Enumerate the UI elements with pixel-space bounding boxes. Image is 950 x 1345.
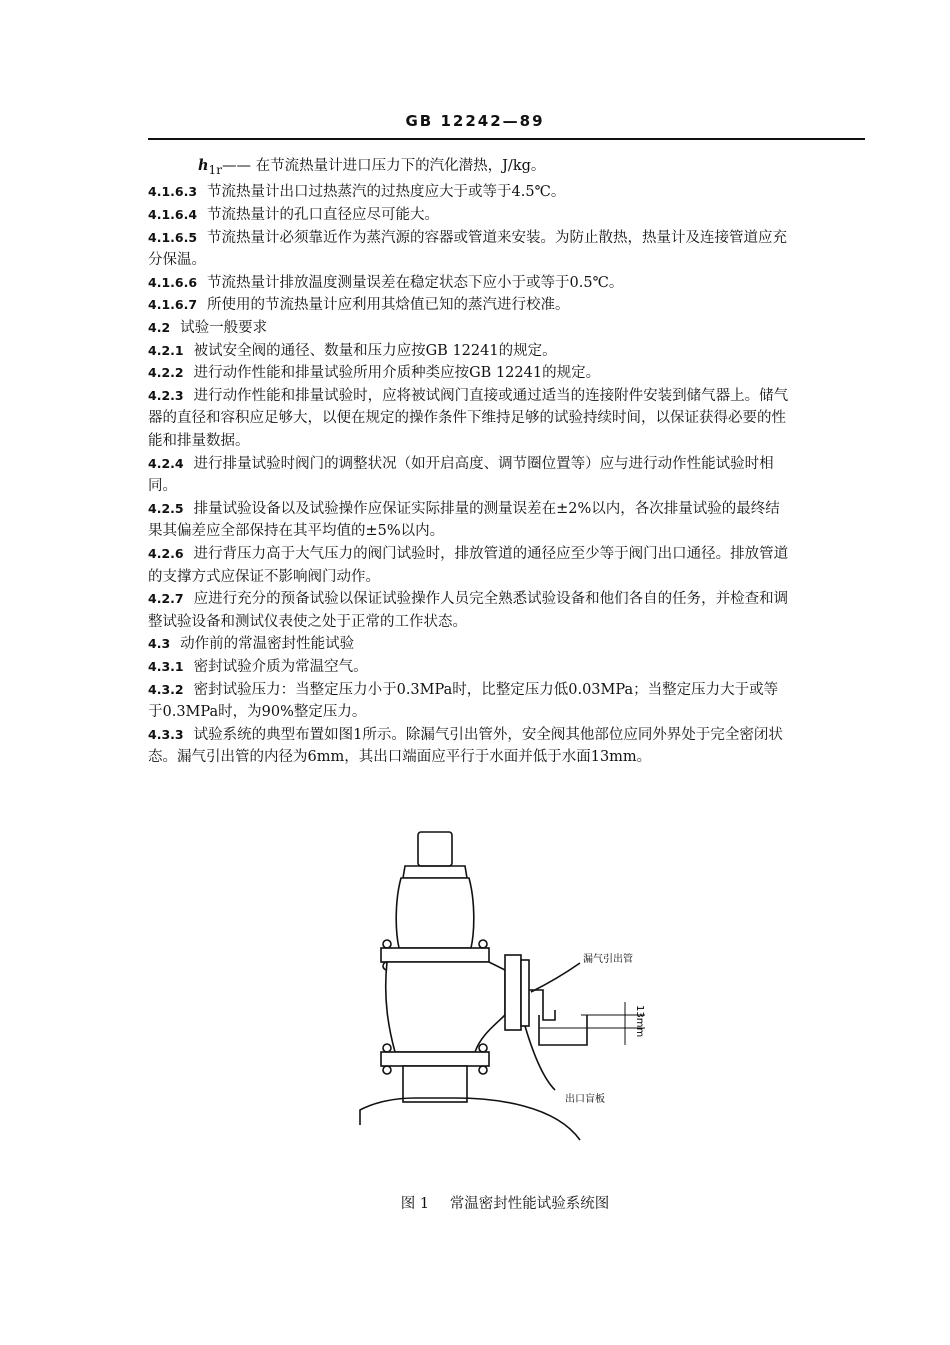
text-line — [148, 407, 866, 430]
clause-text: 排量试验设备以及试验操作应保证实际排量的测量误差在±2%以内，各次排量试验的最终结 — [193, 500, 780, 517]
valve-bonnet — [403, 866, 467, 878]
clause-text: 节流热量计必须靠近作为蒸汽源的容器或管道来安装。为防止散热，热量计及连接管道应充 — [207, 229, 788, 246]
clause-text: 进行动作性能和排量试验时，应将被试阀门直接或通过适当的连接附件安装到储气器上。储气 — [193, 387, 789, 404]
clause-number: 4.3.3 — [148, 726, 184, 742]
clause-text: 果其偏差应全部保持在其平均值的±5%以内。 — [148, 523, 445, 540]
clause-text: 分保温。 — [148, 252, 206, 269]
label-depth-13mm: 13mm — [634, 1005, 645, 1038]
text-line — [148, 430, 866, 453]
text-line — [148, 633, 866, 656]
clause-text: 密封试验介质为常温空气。 — [193, 658, 368, 675]
text-line — [148, 701, 866, 724]
clause-number: 4.3 — [148, 636, 171, 652]
figure-1-diagram — [355, 820, 655, 1170]
caption-text: 常温密封性能试验系统图 — [449, 1196, 610, 1212]
text-line — [148, 340, 866, 363]
outlet-blind-plate — [521, 960, 529, 1026]
clause-number: 4.1.6.7 — [148, 297, 198, 313]
label-blind-plate: 出口盲板 — [565, 1094, 605, 1105]
page-header: GB 12242—89 — [405, 112, 545, 130]
inlet-flange — [381, 1052, 489, 1066]
text-line — [148, 588, 866, 611]
clause-text: 进行背压力高于大气压力的阀门试验时，排放管道的通径应至少等于阀门出口通径。排放管道 — [193, 545, 789, 562]
clause-text: 器的直径和容积应足够大，以便在规定的操作条件下维持足够的试验持续时间，以保证获得必要的性 — [148, 410, 786, 427]
clause-number: 4.2.4 — [148, 455, 184, 471]
text-line — [148, 543, 866, 566]
header-rule — [148, 138, 865, 140]
clause-number: 4.1.6.3 — [148, 184, 198, 200]
clause-number: 4.1.6.4 — [148, 207, 198, 223]
clause-number: 4.1.6.6 — [148, 274, 198, 290]
clause-number: 4.2.5 — [148, 500, 184, 516]
text-line — [148, 294, 866, 317]
clause-text: 整试验设备和测试仪表使之处于正常的工作状态。 — [148, 613, 467, 630]
valve-body — [386, 962, 505, 1052]
inlet-pipe — [403, 1066, 467, 1102]
clause-text: 被试安全阀的通径、数量和压力应按GB 12241的规定。 — [193, 342, 557, 359]
symbol: h — [198, 157, 209, 174]
clause-text: 同。 — [148, 478, 177, 495]
text-line — [148, 155, 866, 181]
clause-text: 密封试验压力：当整定压力小于0.3MPa时，比整定压力低0.03MPa；当整定压力大于或等 — [193, 681, 779, 698]
clause-text: 所使用的节流热量计应利用其焓值已知的蒸汽进行校准。 — [207, 297, 570, 314]
clause-text: 的支撑方式应保证不影响阀门动作。 — [148, 568, 380, 585]
text-line — [148, 656, 866, 679]
clause-text: 应进行充分的预备试验以保证试验操作人员完全熟悉试验设备和他们各自的任务，并检查和调 — [193, 591, 789, 608]
leak-pipe — [529, 990, 555, 1020]
clause-number: 4.3.1 — [148, 658, 184, 674]
text-line — [148, 498, 866, 521]
text-line — [148, 679, 866, 702]
outlet-flange — [505, 955, 521, 1030]
figure-caption — [0, 1192, 950, 1213]
clause-text: 能和排量数据。 — [148, 433, 250, 450]
text-line — [148, 566, 866, 589]
text-line — [148, 475, 866, 498]
text-line — [148, 181, 866, 204]
clause-text: 试验一般要求 — [180, 320, 268, 337]
clause-number: 4.1.6.5 — [148, 229, 198, 245]
label-leak-pipe: 漏气引出管 — [583, 954, 633, 965]
text-line — [148, 227, 866, 250]
clause-text: 态。漏气引出管的内径为6mm，其出口端面应平行于水面并低于水面13mm。 — [148, 749, 652, 766]
clause-text: 节流热量计排放温度测量误差在稳定状态下应小于或等于0.5℃。 — [207, 274, 624, 291]
clause-text: 动作前的常温密封性能试验 — [180, 636, 355, 653]
symbol-subscript: 1r — [208, 162, 223, 177]
valve-cap — [418, 832, 452, 866]
text-line — [148, 611, 866, 634]
text-line — [148, 272, 866, 295]
text-line — [148, 249, 866, 272]
text-line — [148, 385, 866, 408]
text-line — [148, 453, 866, 476]
clause-number: 4.2.7 — [148, 591, 184, 607]
caption-number: 图 1 — [400, 1196, 430, 1212]
text-line — [148, 724, 866, 747]
clause-number: 4.3.2 — [148, 681, 184, 697]
text-line — [148, 746, 866, 769]
text-line — [148, 317, 866, 340]
clause-number: 4.2 — [148, 320, 171, 336]
clause-number: 4.2.1 — [148, 342, 184, 358]
clause-text: 于0.3MPa时，为90%整定压力。 — [148, 704, 367, 721]
clause-text: 节流热量计的孔口直径应尽可能大。 — [207, 207, 440, 224]
clause-number: 4.2.6 — [148, 545, 184, 561]
clause-text: 进行动作性能和排量试验所用介质种类应按GB 12241的规定。 — [193, 365, 601, 382]
bonnet-flange — [381, 948, 489, 962]
clause-text: 试验系统的典型布置如图1所示。除漏气引出管外，安全阀其他部位应同外界处于完全密闭状 — [193, 726, 783, 743]
text-line — [148, 520, 866, 543]
clause-text: 节流热量计出口过热蒸汽的过热度应大于或等于4.5℃。 — [207, 184, 566, 201]
body-text — [148, 155, 866, 769]
clause-number: 4.2.3 — [148, 387, 184, 403]
text-line — [148, 362, 866, 385]
text-line — [148, 204, 866, 227]
clause-text: —— 在节流热量计进口压力下的汽化潜热，J/kg。 — [222, 158, 546, 174]
clause-number: 4.2.2 — [148, 365, 184, 381]
gas-reservoir — [360, 1098, 580, 1140]
clause-text: 进行排量试验时阀门的调整状况（如开启高度、调节圈位置等）应与进行动作性能试验时相 — [193, 455, 774, 472]
